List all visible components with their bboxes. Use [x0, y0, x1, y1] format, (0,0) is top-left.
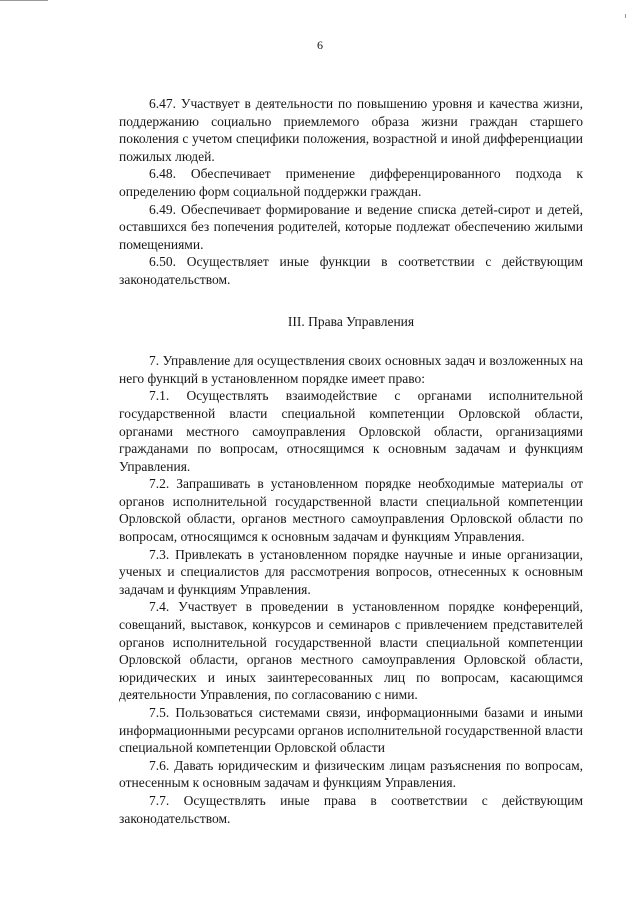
paragraph-7-5: 7.5. Пользоваться системами связи, информационными базами и иными информационными ресурсами органов исполнительной государственной власти специальной компетенции Орловской области: [119, 705, 583, 756]
paragraph-6-49: 6.49. Обеспечивает формирование и ведение списка детей-сирот и детей, оставшихся без попечения родителей, которые подлежат обеспечению жилыми помещениями.: [119, 201, 583, 252]
paragraph-7-6: 7.6. Давать юридическим и физическим лицам разъяснения по вопросам, отнесенным к основным задачам и функциям Управления.: [119, 757, 583, 791]
paragraph-7-3: 7.3. Привлекать в установленном порядке научные и иные организации, ученых и специалистов для рассмотрения вопросов, отнесенных к основным задачам и функциям Управления.: [119, 546, 583, 597]
section-title: III. Права Управления: [287, 313, 415, 329]
paragraph-7-4: 7.4. Участвует в проведении в установленном порядке конференций, совещаний, выставок, конкурсов и семинаров с привлечением представителей органов исполнительной государственной власти специальной компетенции Орловской области, органов местного самоуправления Орловской области, юридических и иных заинтересованных лиц по вопросам, касающимся деятельности Управления, по согласованию с ними.: [119, 599, 583, 703]
paragraph-6-47: 6.47. Участвует в деятельности по повышению уровня и качества жизни, поддержанию социально приемлемого образа жизни граждан старшего поколения с учетом специфики положения, возрастной и иной дифференциации пожилых людей.: [119, 96, 583, 164]
paragraph-6-48: 6.48. Обеспечивает применение дифференцированного подхода к определению форм социальной поддержки граждан.: [119, 166, 583, 199]
page-number: 6: [317, 38, 323, 52]
paragraph-7-1: 7.1. Осуществлять взаимодействие с органами исполнительной государственной власти специальной компетенции Орловской области, органами местного самоуправления Орловской области, организациями гражданами по вопросам, относящимся к основным задачам и функциям Управления.: [119, 388, 583, 474]
document-body: [119, 95, 583, 827]
scan-corner-mark: [0, 0, 48, 1]
paragraph-7: 7. Управление для осуществления своих основных задач и возложенных на него функций в установленном порядке имеет право:: [119, 353, 583, 386]
paragraph-6-50: 6.50. Осуществляет иные функции в соответствии с действующим законодательством.: [119, 254, 583, 287]
scan-margin-mark: [625, 14, 626, 18]
paragraph-7-2: 7.2. Запрашивать в установленном порядке необходимые материалы от органов исполнительной государственной власти специальной компетенции Орловской области, органов местного самоуправления Орловской области по вопросам, относящимся к основным задачам и функциям Управления.: [119, 476, 583, 545]
paragraph-7-7: 7.7. Осуществлять иные права в соответствии с действующим законодательством.: [119, 792, 583, 826]
